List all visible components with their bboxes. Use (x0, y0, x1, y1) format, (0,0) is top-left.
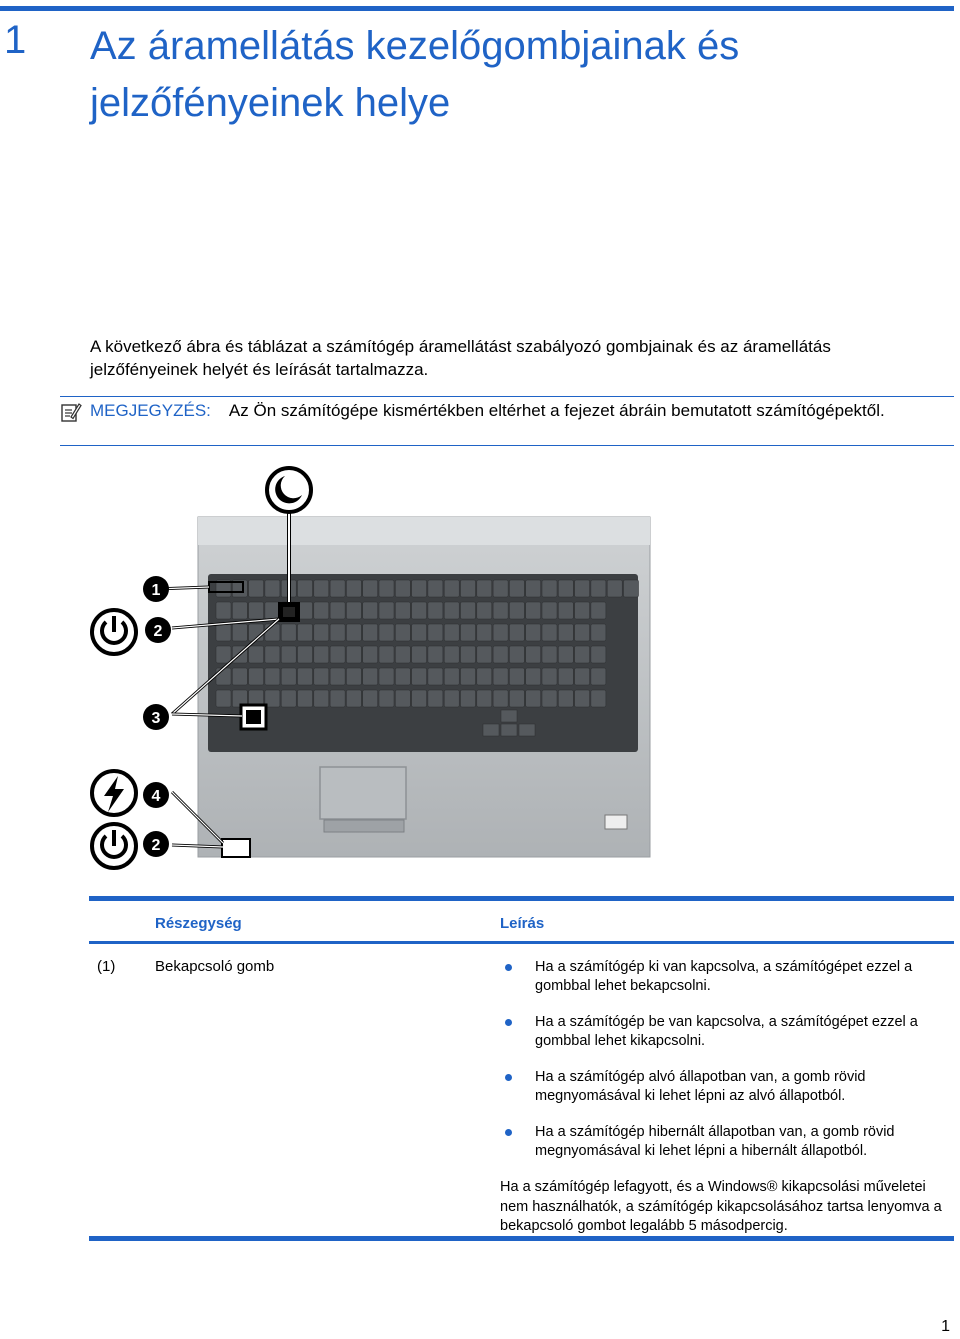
intro-paragraph: A következő ábra és táblázat a számítógép áramellátást szabályozó gombjainak és az áramellátás jelzőfényeinek helyét és leírását tartalmazza. (90, 337, 831, 379)
keyboard-key (526, 602, 541, 619)
arrow-key (501, 724, 517, 736)
keyboard-key (395, 602, 410, 619)
keyboard-key (216, 624, 231, 641)
keyboard-key (526, 668, 541, 685)
header-description: Leírás (500, 915, 545, 932)
keyboard-key (493, 690, 508, 707)
keyboard-key (298, 668, 313, 685)
keyboard-key (493, 624, 508, 641)
keyboard-key (249, 602, 264, 619)
keyboard-key (363, 624, 378, 641)
keyboard-key (395, 624, 410, 641)
keyboard-key (216, 690, 231, 707)
row-component: Bekapcsoló gomb (155, 958, 275, 975)
keyboard-key (363, 580, 378, 597)
keyboard-key (363, 668, 378, 685)
keyboard-key (314, 690, 329, 707)
keyboard-key (363, 602, 378, 619)
keyboard-key (542, 580, 557, 597)
chapter-number: 1 (4, 18, 27, 62)
keyboard-key (249, 668, 264, 685)
keyboard-key (314, 624, 329, 641)
keyboard-key (591, 580, 606, 597)
list-item: Ha a számítógép be van kapcsolva, a számítógépet ezzel a gombbal lehet kikapcsolni. (500, 1013, 950, 1051)
keyboard-key (232, 602, 247, 619)
keyboard-key (461, 668, 476, 685)
keyboard-key (591, 624, 606, 641)
keyboard-key (542, 668, 557, 685)
keyboard-key (330, 646, 345, 663)
keyboard-key (249, 580, 264, 597)
callout-label: 1 (151, 582, 161, 599)
keyboard-key (281, 624, 296, 641)
keyboard-key (575, 602, 590, 619)
keyboard-key (461, 580, 476, 597)
keyboard-key (216, 668, 231, 685)
keyboard-key (477, 668, 492, 685)
arrow-key (483, 724, 499, 736)
table-bottom-rule (89, 1236, 954, 1241)
keyboard-key (591, 690, 606, 707)
keyboard-key (526, 580, 541, 597)
keyboard-key (346, 690, 361, 707)
keyboard-key (330, 602, 345, 619)
keyboard-key (379, 580, 394, 597)
keyboard-key (216, 646, 231, 663)
keyboard-key (493, 580, 508, 597)
arrow-key (501, 710, 517, 722)
keyboard-key (346, 668, 361, 685)
keyboard-key (461, 690, 476, 707)
keyboard-key (346, 580, 361, 597)
note-body: Az Ön számítógépe kismértékben eltérhet a fejezet ábráin bemutatott számítógépektől. (228, 401, 885, 420)
component-table (89, 896, 954, 1241)
keyboard-key (330, 668, 345, 685)
keyboard-key (444, 602, 459, 619)
keyboard-key (575, 624, 590, 641)
keyboard-key (265, 602, 280, 619)
keyboard-key (379, 668, 394, 685)
keyboard-key (526, 690, 541, 707)
keyboard-key (558, 602, 573, 619)
keyboard-key (509, 580, 524, 597)
keyboard-key (526, 624, 541, 641)
keyboard-key (395, 668, 410, 685)
keyboard-key (509, 646, 524, 663)
keyboard-key (428, 690, 443, 707)
keyboard-key (265, 668, 280, 685)
keyboard-key (526, 646, 541, 663)
keyboard-key (542, 646, 557, 663)
keyboard-key (575, 690, 590, 707)
keyboard-key (346, 646, 361, 663)
ac-adapter-lightning-icon (92, 771, 136, 815)
table-header (89, 901, 954, 944)
keyboard-key (249, 646, 264, 663)
keyboard-key (428, 668, 443, 685)
keyboard-key (444, 580, 459, 597)
keyboard-key (346, 602, 361, 619)
keyboard-key (428, 602, 443, 619)
callout-label: 2 (151, 837, 161, 854)
keyboard-key (314, 602, 329, 619)
keyboard-key (558, 580, 573, 597)
keyboard-key (477, 602, 492, 619)
keyboard-key (542, 602, 557, 619)
keyboard-key (575, 580, 590, 597)
keyboard-key (379, 624, 394, 641)
keyboard-key (477, 624, 492, 641)
sleep-moon-icon (267, 468, 311, 512)
keyboard-key (330, 690, 345, 707)
keyboard-key (314, 646, 329, 663)
keyboard-key (558, 690, 573, 707)
keyboard-key (591, 602, 606, 619)
callout-label: 3 (151, 710, 161, 727)
keyboard-key (558, 668, 573, 685)
row-description (500, 958, 950, 1237)
list-item: Ha a számítógép alvó állapotban van, a gomb rövid megnyomásával ki lehet lépni az alvó állapotból. (500, 1068, 950, 1106)
keyboard-key (330, 580, 345, 597)
keyboard-key (395, 646, 410, 663)
list-item: Ha a számítógép hibernált állapotban van, a gomb rövid megnyomásával ki lehet lépni a hibernált állapotból. (500, 1123, 950, 1161)
keyboard-key (575, 646, 590, 663)
keyboard-key (412, 668, 427, 685)
keyboard-key (281, 690, 296, 707)
keyboard-key (412, 602, 427, 619)
keyboard-key (379, 690, 394, 707)
keyboard-key (265, 646, 280, 663)
keyboard-key (232, 624, 247, 641)
keyboard-key (265, 580, 280, 597)
keyboard-key (591, 646, 606, 663)
keyboard-key (379, 602, 394, 619)
keyboard-key (281, 668, 296, 685)
keyboard-key (542, 690, 557, 707)
note-text (90, 400, 940, 422)
keyboard-key (412, 646, 427, 663)
keyboard-key (232, 668, 247, 685)
keyboard-key (477, 690, 492, 707)
keyboard-key (395, 690, 410, 707)
note-box (60, 396, 954, 446)
keyboard-key (493, 668, 508, 685)
keyboard-key (330, 624, 345, 641)
keyboard-key (379, 646, 394, 663)
keyboard-key (558, 624, 573, 641)
keyboard-key (493, 602, 508, 619)
header-component: Részegység (155, 915, 242, 932)
note-label: MEGJEGYZÉS: (90, 401, 211, 420)
keyboard-key (558, 646, 573, 663)
keyboard-key (298, 646, 313, 663)
chapter-title: Az áramellátás kezelőgombjainak és jelzőfényeinek helye (90, 24, 740, 125)
keyboard-key (412, 624, 427, 641)
keyboard-key (493, 646, 508, 663)
power-icon (92, 824, 136, 868)
keyboard-key (509, 624, 524, 641)
callout-label: 2 (153, 623, 163, 640)
keyboard-key (542, 624, 557, 641)
keyboard-key (428, 580, 443, 597)
keyboard-key (444, 624, 459, 641)
keyboard-key (281, 646, 296, 663)
keyboard-key (412, 690, 427, 707)
callout-label: 4 (151, 788, 161, 805)
keyboard-key (444, 690, 459, 707)
chapter-rule (0, 6, 954, 11)
keyboard-key (461, 624, 476, 641)
keyboard-key (444, 646, 459, 663)
keyboard-key (477, 646, 492, 663)
keyboard-key (477, 580, 492, 597)
keyboard-key (395, 580, 410, 597)
keyboard-key (444, 668, 459, 685)
table-row (89, 944, 954, 1236)
keyboard-key (314, 580, 329, 597)
keyboard-key (314, 668, 329, 685)
arrow-key (519, 724, 535, 736)
keyboard-key (298, 624, 313, 641)
keyboard-key (575, 668, 590, 685)
keyboard-key (298, 690, 313, 707)
keyboard-key (216, 602, 231, 619)
keyboard-key (591, 668, 606, 685)
keyboard-key (509, 668, 524, 685)
keyboard-key (346, 624, 361, 641)
laptop-keyboard-figure (88, 462, 658, 872)
note-pencil-icon (60, 401, 82, 423)
keyboard-key (461, 646, 476, 663)
row-index: (1) (97, 958, 116, 975)
keyboard-key (607, 580, 622, 597)
description-paragraph: Ha a számítógép lefagyott, és a Windows® kikapcsolási műveletei nem használhatók, a számítógép kikapcsolásához tartsa lenyomva a bekapcsoló gombot legalább 5 másodpercig. (500, 1179, 942, 1234)
keyboard-key (509, 602, 524, 619)
keyboard-key (363, 690, 378, 707)
keyboard-key (412, 580, 427, 597)
keyboard-key (509, 690, 524, 707)
keyboard-key (624, 580, 639, 597)
keyboard-key (428, 624, 443, 641)
keyboard-key (363, 646, 378, 663)
keyboard-key (461, 602, 476, 619)
page-number: 1 (941, 1318, 950, 1335)
keyboard-key (298, 580, 313, 597)
list-item: Ha a számítógép ki van kapcsolva, a számítógépet ezzel a gombbal lehet bekapcsolni. (500, 958, 950, 996)
keyboard-key (428, 646, 443, 663)
power-icon (92, 610, 136, 654)
